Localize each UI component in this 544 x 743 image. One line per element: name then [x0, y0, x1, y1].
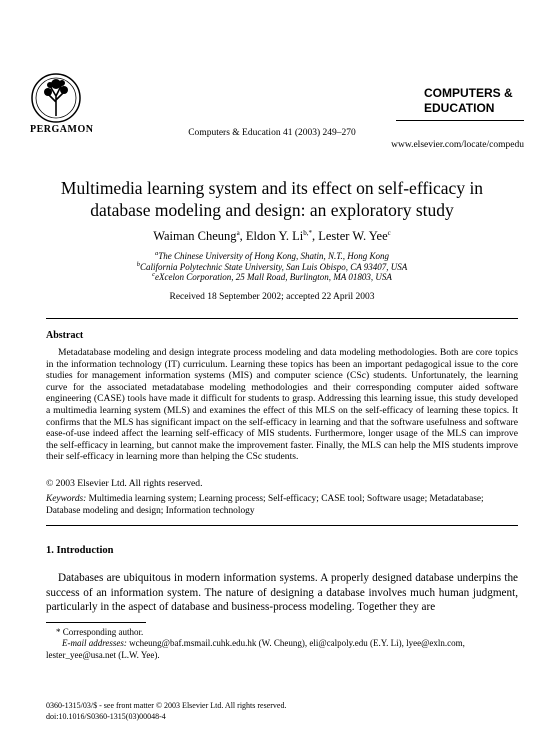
journal-url-link[interactable]: www.elsevier.com/locate/compedu — [391, 140, 524, 150]
abstract-top-rule — [46, 318, 518, 319]
keywords-label: Keywords: — [46, 494, 87, 504]
journal-logo-line1: COMPUTERS & — [424, 86, 513, 100]
publisher-name: PERGAMON — [30, 124, 94, 135]
email-footnote — [62, 638, 518, 649]
keywords-text: Multimedia learning system; Learning process; Self-efficacy; CASE tool; Software usage; Metadatabase; Database modeling and design; Information technology — [46, 494, 484, 516]
pergamon-tree-logo — [30, 72, 82, 124]
email-label: E-mail addresses: — [62, 638, 127, 648]
abstract-copyright: © 2003 Elsevier Ltd. All rights reserved. — [46, 478, 203, 489]
doi-line[interactable]: doi:10.1016/S0360-1315(03)00048-4 — [46, 712, 166, 721]
footnote-rule — [46, 622, 146, 623]
header-rule — [396, 120, 524, 121]
email-footnote-cont: lester_yee@usa.net (L.W. Yee). — [46, 650, 160, 660]
author-name: Lester W. Yee — [318, 229, 388, 244]
affiliation-mark: a — [154, 250, 159, 257]
abstract-heading: Abstract — [46, 330, 84, 341]
affiliation-mark: b — [136, 261, 140, 268]
journal-reference: Computers & Education 41 (2003) 249–270 — [188, 128, 356, 138]
author-affil-mark: a — [236, 229, 240, 237]
affiliation-mark: c — [152, 271, 156, 278]
affiliation — [0, 271, 544, 282]
affiliation-text: California Polytechnic State University, San Luis Obispo, CA 93407, USA — [139, 262, 408, 272]
corresponding-author-note: * Corresponding author. — [56, 627, 144, 637]
affiliation-text: eXcelon Corporation, 25 Mall Road, Burlington, MA 01803, USA — [155, 272, 392, 282]
journal-logo — [424, 86, 524, 116]
keywords — [46, 494, 518, 517]
author-name: Eldon Y. Li — [245, 229, 304, 244]
author-affil-mark: b,* — [303, 229, 312, 237]
abstract-body: Metadatabase modeling and design integrate process modeling and data modeling methodologies. Both are core topics in the information technology (IT) curriculum. Learning these topics has been an important pedagogical issue to the core studies for management information systems (MIS) and computer science (CSc) students. Unfortunately, the learning curve for the associated metadatabase modeling methodologies and their corresponding computer aided software engineering (CASE) tools have made it difficult for students to grasp. Addressing this learning issue, this study developed a multimedia learning system (MLS) and examines the effect of this MLS on the self-efficacy of learning these topics. It confirms that the MLS has significant impact on the self-efficacy in learning and that the software usefulness and software ease-of-use indeed affect the learning self-efficacy of MIS students. Furthermore, longer usage of the MLS can improve the self-efficacy in learning, but cannot make the improvement faster. Finally, the MLS can help the MIS students improve their self-efficacy in learning more than helping the CSc students. — [46, 347, 518, 463]
affiliation — [0, 250, 544, 261]
intro-paragraph: Databases are ubiquitous in modern information systems. A properly designed database underpins the success of an information system. The nature of designing a database involves much human judgment, particularly in the aspect of database and business-process modeling. Together they are — [46, 572, 518, 613]
affiliation-text: The Chinese University of Hong Kong, Shatin, N.T., Hong Kong — [158, 251, 390, 261]
author-name: Waiman Cheung — [153, 229, 237, 244]
journal-logo-line2: EDUCATION — [424, 101, 495, 115]
front-matter-line: 0360-1315/03/$ - see front matter © 2003 Elsevier Ltd. All rights reserved. — [46, 701, 287, 710]
author-list: Waiman Cheung$^a$, Eldon Y. $Li^{b,*}$, Lester W. Yee$^c$ — [153, 229, 391, 244]
author-affil-mark: c — [387, 229, 391, 237]
received-dates: Received 18 September 2002; accepted 22 April 2003 — [169, 292, 375, 302]
section-heading: 1. Introduction — [46, 545, 114, 556]
email-addresses[interactable]: wcheung@baf.msmail.cuhk.edu.hk (W. Cheung), eli@calpoly.edu (E.Y. Li), lyee@exln.com, — [129, 638, 465, 648]
paper-title: Multimedia learning system and its effect on self-efficacy in database modeling and design: an exploratory study — [60, 178, 484, 220]
abstract-bottom-rule — [46, 525, 518, 526]
